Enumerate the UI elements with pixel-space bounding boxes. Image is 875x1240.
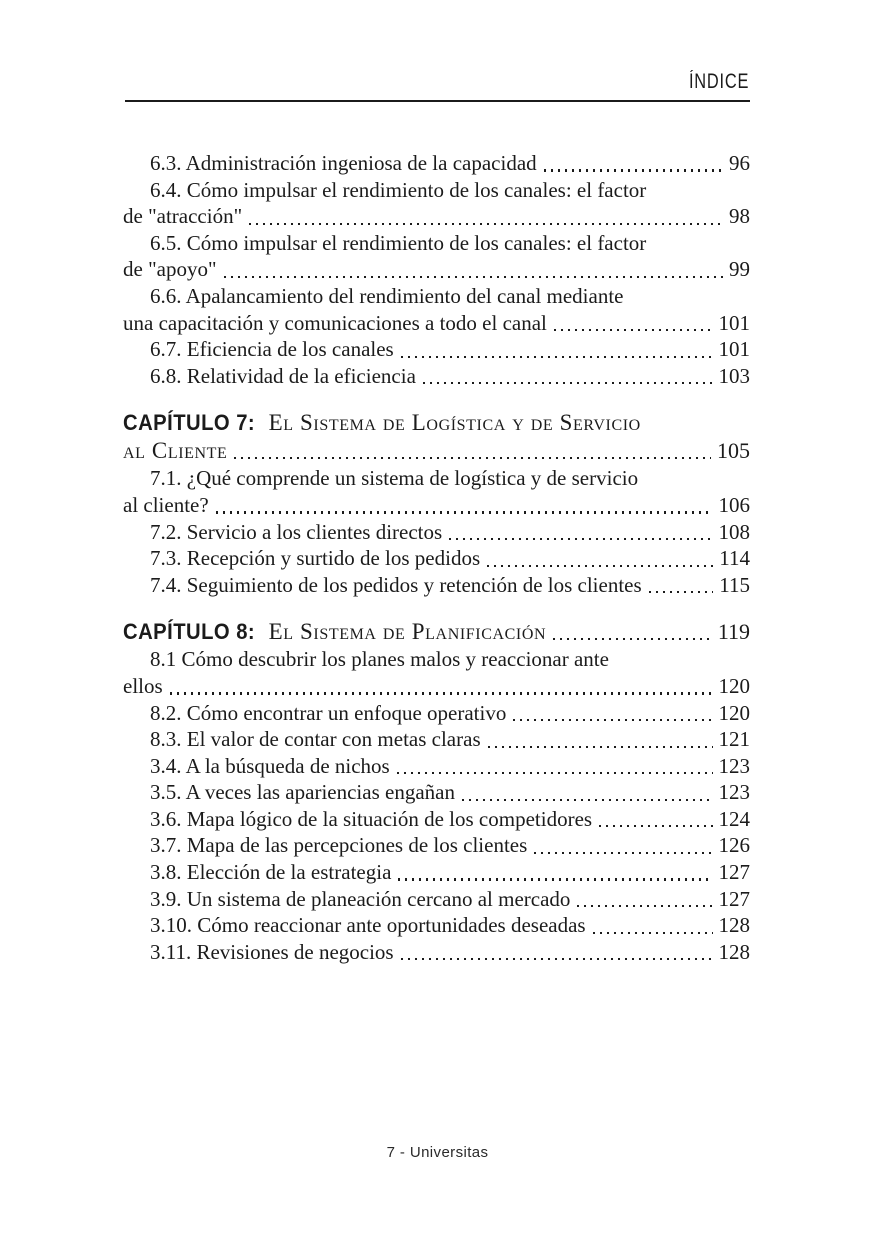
chapter-title: El Sistema de Planificación — [268, 619, 547, 645]
toc-entry-text: 3.9. Un sistema de planeación cercano al mercado — [150, 886, 571, 911]
page-number: 115 — [719, 572, 750, 597]
toc-entry — [123, 363, 750, 390]
toc-entry — [123, 726, 750, 753]
page-number: 123 — [718, 753, 750, 778]
toc-entry-continuation — [123, 256, 750, 283]
toc-entry — [123, 519, 750, 546]
page-number: 101 — [718, 337, 750, 362]
page-header-title: ÍNDICE — [688, 70, 749, 93]
dot-leader — [170, 692, 713, 694]
toc-entry-text: 8.2. Cómo encontrar un enfoque operativo — [150, 700, 507, 725]
toc-entry — [123, 230, 750, 257]
toc-entry — [123, 700, 750, 727]
chapter-label: CAPÍTULO 7: — [123, 410, 256, 436]
toc-entry-text: una capacitación y comunicaciones a todo el canal — [123, 310, 547, 335]
page-number: 101 — [718, 310, 750, 335]
chapter-heading-line — [123, 437, 750, 465]
chapter-title: El Sistema de Logística y de Servicio — [268, 410, 641, 436]
toc-entry-text: 6.6. Apalancamiento del rendimiento del canal mediante — [150, 283, 624, 308]
toc-entry-text: 3.5. A veces las apariencias engañan — [150, 780, 455, 805]
header-rule — [125, 100, 750, 102]
dot-leader — [397, 772, 713, 774]
toc-entry-text: al cliente? — [123, 492, 209, 517]
dot-leader — [224, 276, 723, 278]
dot-leader — [513, 719, 712, 721]
toc-entry-text: 7.4. Seguimiento de los pedidos y retención de los clientes — [150, 572, 642, 597]
page-number: 106 — [718, 492, 750, 517]
toc-entry — [123, 572, 750, 599]
dot-leader — [398, 878, 712, 880]
toc-entry — [123, 886, 750, 913]
toc-entry — [123, 646, 750, 673]
toc-entry-text: 6.4. Cómo impulsar el rendimiento de los canales: el factor — [150, 177, 647, 202]
toc-entry — [123, 336, 750, 363]
dot-leader — [599, 825, 712, 827]
dot-leader — [534, 852, 712, 854]
page-number: 108 — [718, 519, 750, 544]
chapter-label: CAPÍTULO 8: — [123, 619, 256, 645]
dot-leader — [553, 638, 712, 640]
dot-leader — [423, 382, 713, 384]
toc-entry-text: 8.3. El valor de contar con metas claras — [150, 727, 481, 752]
toc-entry-text: 7.2. Servicio a los clientes directos — [150, 519, 443, 544]
page-number: 124 — [718, 806, 750, 831]
toc-entry-continuation — [123, 673, 750, 700]
dot-leader — [401, 958, 713, 960]
page-number: 103 — [718, 363, 750, 388]
toc-entry — [123, 806, 750, 833]
toc-entry-continuation — [123, 203, 750, 230]
toc-entry-text: 3.7. Mapa de las percepciones de los clientes — [150, 833, 528, 858]
toc-entry-text: ellos — [123, 673, 163, 698]
toc-entry-text: de "apoyo" — [123, 257, 217, 282]
toc-entry-text: 3.10. Cómo reaccionar ante oportunidades deseadas — [150, 913, 586, 938]
toc-entry-text: 6.3. Administración ingeniosa de la capacidad — [150, 151, 537, 175]
dot-leader — [216, 511, 713, 513]
toc-entry-text: 8.1 Cómo descubrir los planes malos y reaccionar ante — [150, 647, 609, 672]
page-number: 120 — [718, 673, 750, 698]
dot-leader — [649, 591, 714, 593]
toc-entry-text: 3.6. Mapa lógico de la situación de los competidores — [150, 806, 593, 831]
toc-entry — [123, 283, 750, 310]
page-number: 128 — [718, 913, 750, 938]
dot-leader — [544, 169, 723, 171]
dot-leader — [487, 565, 713, 567]
toc-entry-continuation — [123, 492, 750, 519]
page-number: 123 — [718, 780, 750, 805]
dot-leader — [488, 746, 713, 748]
page-number: 120 — [718, 700, 750, 725]
toc-entry-text: 7.1. ¿Qué comprende un sistema de logística y de servicio — [150, 466, 639, 491]
page-number: 127 — [718, 860, 750, 885]
chapter-heading-7 — [123, 409, 750, 465]
dot-leader — [449, 538, 712, 540]
toc-entry-text: 3.8. Elección de la estrategia — [150, 860, 392, 885]
toc-entry-text: 6.8. Relatividad de la eficiencia — [150, 363, 416, 388]
toc-entry — [123, 939, 750, 966]
toc-entry — [123, 150, 750, 177]
toc-entry-text: de "atracción" — [123, 204, 243, 229]
toc-entry-text: 3.11. Revisiones de negocios — [150, 939, 394, 964]
page-number: 127 — [718, 886, 750, 911]
page-number: 98 — [729, 204, 750, 229]
toc-entry-text: 7.3. Recepción y surtido de los pedidos — [150, 546, 481, 571]
dot-leader — [249, 223, 723, 225]
page-number: 99 — [729, 257, 750, 282]
dot-leader — [554, 329, 713, 331]
dot-leader — [462, 799, 713, 801]
toc-entry-text: 3.4. A la búsqueda de nichos — [150, 753, 390, 778]
dot-leader — [593, 932, 713, 934]
toc-entry — [123, 465, 750, 492]
toc-entry — [123, 177, 750, 204]
dot-leader — [234, 457, 711, 459]
page-number: 126 — [718, 833, 750, 858]
page-number: 121 — [718, 727, 750, 752]
chapter-heading-line — [123, 618, 750, 646]
chapter-title-continuation: al Cliente — [123, 438, 228, 464]
page-footer: 7 - Universitas — [386, 1144, 489, 1161]
toc-entry — [123, 753, 750, 780]
table-of-contents — [123, 150, 750, 965]
toc-entry — [123, 832, 750, 859]
page-number: 105 — [717, 438, 750, 464]
toc-entry — [123, 779, 750, 806]
page-number: 96 — [729, 151, 750, 175]
chapter-heading-line — [123, 409, 750, 437]
dot-leader — [577, 905, 712, 907]
page-number: 119 — [717, 619, 750, 645]
chapter-heading-8 — [123, 618, 750, 646]
dot-leader — [401, 356, 713, 358]
toc-entry-continuation — [123, 310, 750, 337]
toc-entry-text: 6.5. Cómo impulsar el rendimiento de los canales: el factor — [150, 230, 647, 255]
toc-entry — [123, 912, 750, 939]
toc-entry — [123, 545, 750, 572]
toc-entry — [123, 859, 750, 886]
toc-entry-text: 6.7. Eficiencia de los canales — [150, 337, 394, 362]
page-number: 114 — [719, 546, 750, 571]
page-number: 128 — [718, 939, 750, 964]
